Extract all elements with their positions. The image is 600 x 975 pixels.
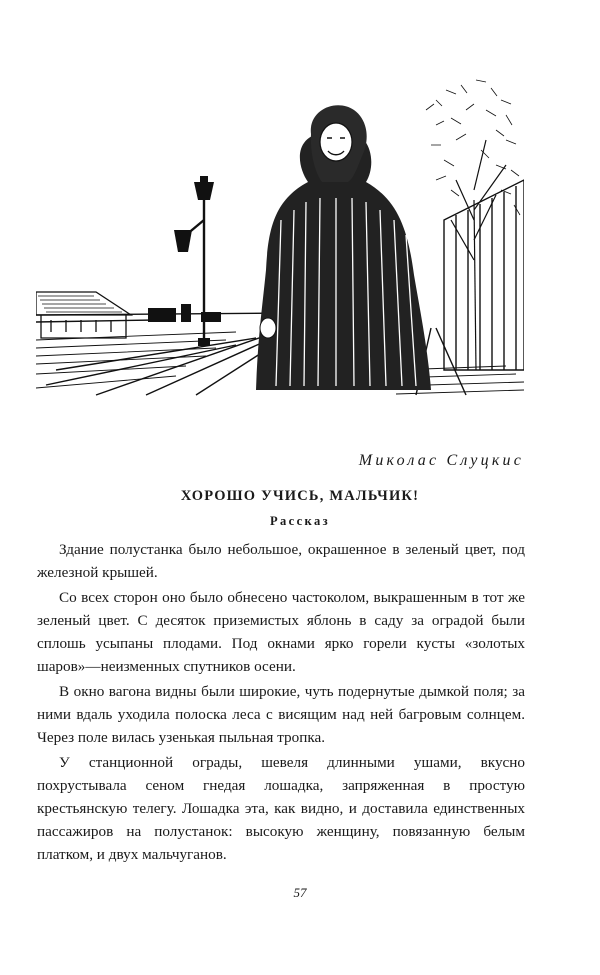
paragraph: Здание полустанка было небольшое, окрашенное в зеленый цвет, под железной крышей.	[37, 541, 525, 581]
page-number: 57	[293, 885, 307, 900]
paragraph: Со всех сторон оно было обнесено частоколом, выкрашенным в тот же зеленый цвет. С десяток приземистых яблонь в саду за оградой были сплошь усыпаны плодами. Под окнами ярко горели кусты «золотых шаров»—неизменных спутников осени.	[37, 589, 525, 675]
story-title: ХОРОШО УЧИСЬ, МАЛЬЧИК!	[180, 488, 420, 504]
story-text	[37, 538, 525, 868]
story-illustration	[36, 70, 524, 398]
paragraph: В окно вагона видны были широкие, чуть подернутые дымкой поля; за ними вдаль уходила полоска леса с висящим над ней багровым солнцем. Через поле вилась узенькая пыльная тропка.	[37, 683, 525, 746]
story-subtitle: Рассказ	[269, 514, 331, 528]
paragraph: У станционной ограды, шевеля длинными ушами, вкусно похрустывала сеном гнедая лошадка, запряженная в простую крестьянскую телегу. Лошадка эта, как видно, и доставила единственных пассажиров на полустанок: высокую женщину, повязанную белым платком, и двух мальчуганов.	[37, 754, 525, 863]
author-name: Миколас Слуцкис	[358, 452, 524, 469]
